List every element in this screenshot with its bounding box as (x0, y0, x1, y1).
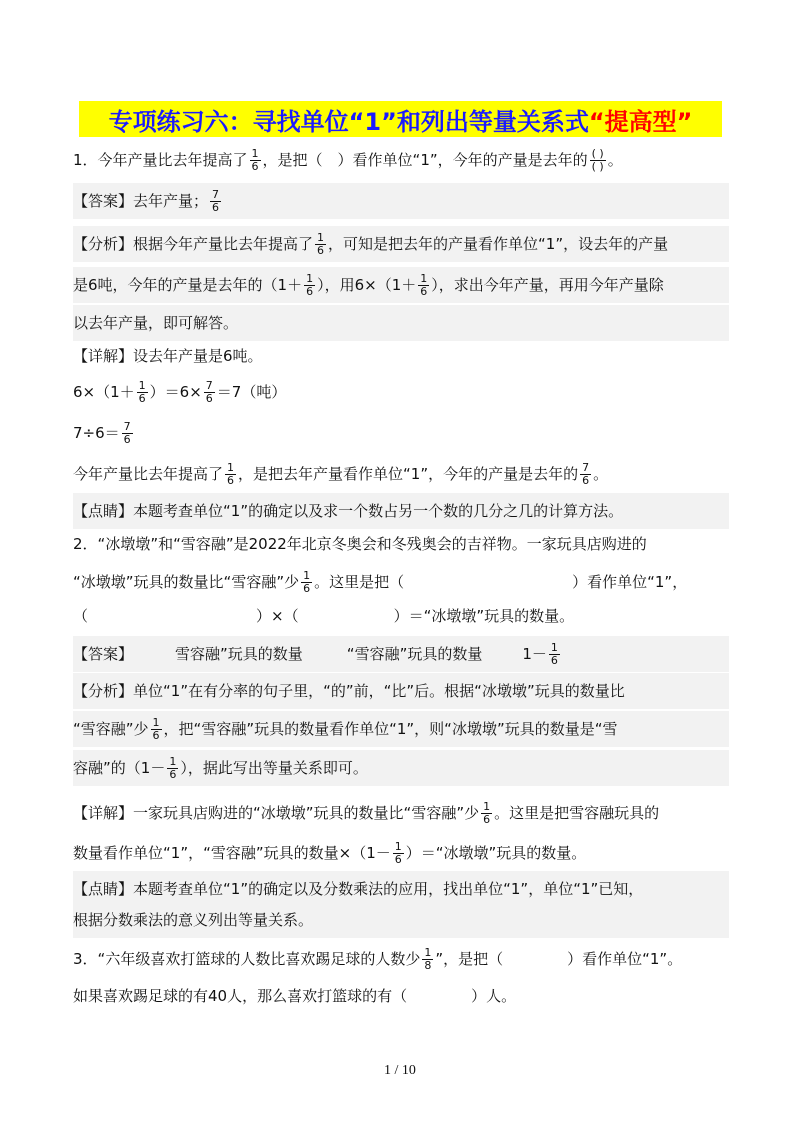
answer-label: 【答案】 (73, 191, 134, 210)
fraction: $\frac{1}{6}$ (303, 568, 311, 595)
fraction: $\frac{1}{6}$ (152, 715, 160, 742)
q1-detail-line-2: 6×（1＋ $\frac{1}{6}$ ）＝6× $\frac{7}{6}$ ＝7（吨） (73, 378, 287, 405)
q1-point: 【点睛】 本题考查单位“1”的确定以及求一个数占另一个数的几分之几的计算方法。 (73, 493, 729, 529)
fraction: $\frac{7}{6}$ (582, 460, 590, 487)
fraction: $\frac{7}{6}$ (205, 378, 213, 405)
fraction: $\frac{1}{6}$ (169, 754, 177, 781)
analysis-label: 【分析】 (73, 234, 134, 253)
fraction: $\frac{1}{6}$ (251, 146, 259, 173)
answer-label: 【答案】 (73, 644, 134, 663)
fraction: $\frac{1}{6}$ (483, 799, 491, 826)
fraction: $\frac{1}{6}$ (317, 230, 325, 257)
q1-detail-line-1: 【详解】 设去年产量是6吨。 (73, 346, 263, 365)
fraction-blank: $\frac{( )}{( )}$ (591, 146, 604, 173)
fraction: $\frac{7}{6}$ (212, 187, 220, 214)
page-title (79, 101, 722, 137)
q2-analysis-line-2: “雪容融”少 $\frac{1}{6}$ ，把“雪容融”玩具的数量看作单位“1”，则“冰墩墩”玩具的数量是“雪 (73, 711, 729, 747)
fraction: $\frac{1}{6}$ (138, 378, 146, 405)
q2-question-line-2: “冰墩墩”玩具的数量比“雪容融”少 $\frac{1}{6}$ 。这里是把（ ）看作单位“1”， (73, 568, 688, 595)
q1-question: 1．今年产量比去年提高了 $\frac{1}{6}$ ，是把（ ）看作单位“1”，今年的产量是去年的 $\frac{( )}{( )}$ 。 (73, 146, 623, 173)
title-main: 专项练习六：寻找单位“1”和列出等量关系式 (108, 107, 589, 136)
fraction: $\frac{1}{6}$ (550, 640, 558, 667)
q2-detail-line-1: 【详解】 一家玩具店购进的“冰墩墩”玩具的数量比“雪容融”少 $\frac{1}{6}$ 。这里是把雪容融玩具的 (73, 799, 660, 826)
q2-point-line-1: 【点睛】 本题考查单位“1”的确定以及分数乘法的应用，找出单位“1”，单位“1”已知， (73, 871, 729, 907)
q2-question-line-3: （ ）×（ ）＝“冰墩墩”玩具的数量。 (73, 606, 575, 625)
point-label: 【点睛】 (73, 501, 134, 520)
q1-answer: 【答案】 去年产量； $\frac{7}{6}$ (73, 183, 729, 219)
detail-label: 【详解】 (73, 346, 134, 365)
point-label: 【点睛】 (73, 879, 134, 898)
q1-analysis-line-2: 是6吨，今年的产量是去年的（1＋ $\frac{1}{6}$ ），用6×（1＋ $\frac{1}{6}$ ），求出今年产量，再用今年产量除 (73, 267, 729, 303)
q2-detail-line-2: 数量看作单位“1”，“雪容融”玩具的数量×（1－ $\frac{1}{6}$ ）＝“冰墩墩”玩具的数量。 (73, 839, 587, 866)
q2-analysis-line-3: 容融”的（1－ $\frac{1}{6}$ ），据此写出等量关系即可。 (73, 750, 729, 786)
fraction: $\frac{1}{8}$ (424, 945, 432, 972)
fraction: $\frac{1}{6}$ (394, 839, 402, 866)
detail-label: 【详解】 (73, 803, 134, 822)
q2-question-line-1: 2．“冰墩墩”和“雪容融”是2022年北京冬奥会和冬残奥会的吉祥物。一家玩具店购进的 (73, 534, 647, 553)
fraction: $\frac{1}{6}$ (306, 271, 314, 298)
q3-question-line-1: 3．“六年级喜欢打篮球的人数比喜欢踢足球的人数少 $\frac{1}{8}$ ”，是把（ ）看作单位“1”。 (73, 945, 683, 972)
q2-answer: 【答案】 雪容融”玩具的数量 “雪容融”玩具的数量 1－ $\frac{1}{6}$ (73, 636, 729, 672)
page-number: 1 / 10 (384, 1063, 416, 1078)
title-accent: “提高型” (588, 107, 693, 136)
q1-detail-line-3: 7÷6＝ $\frac{7}{6}$ (73, 419, 131, 446)
q2-analysis-line-1: 【分析】 单位“1”在有分率的句子里，“的”前，“比”后。根据“冰墩墩”玩具的数量比 (73, 673, 729, 709)
analysis-label: 【分析】 (73, 681, 134, 700)
q1-analysis-line-1: 【分析】 根据今年产量比去年提高了 $\frac{1}{6}$ ，可知是把去年的产量看作单位“1”，设去年的产量 (73, 226, 729, 262)
fraction: $\frac{7}{6}$ (123, 419, 131, 446)
q1-detail-line-4: 今年产量比去年提高了 $\frac{1}{6}$ ，是把去年产量看作单位“1”，今年的产量是去年的 $\frac{7}{6}$ 。 (73, 460, 609, 487)
q3-question-line-2: 如果喜欢踢足球的有40人，那么喜欢打篮球的有（ ）人。 (73, 986, 517, 1005)
fraction: $\frac{1}{6}$ (420, 271, 428, 298)
q1-analysis-line-3: 以去年产量，即可解答。 (73, 305, 729, 341)
q2-point-line-2: 根据分数乘法的意义列出等量关系。 (73, 902, 729, 938)
fraction: $\frac{1}{6}$ (227, 460, 235, 487)
